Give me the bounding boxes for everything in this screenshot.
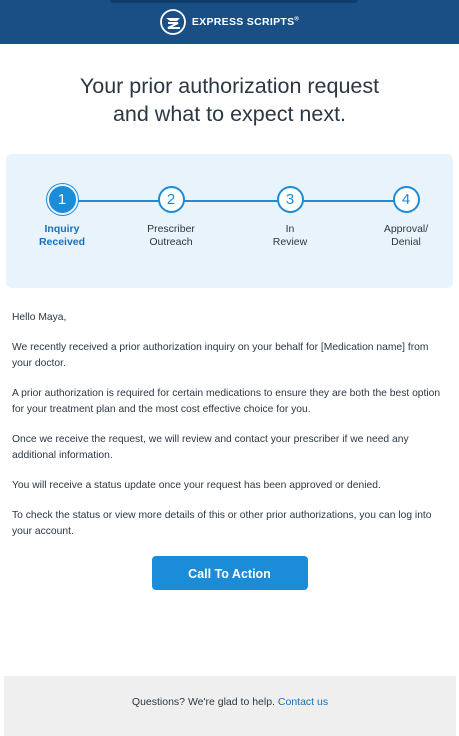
step-label: Approval/ Denial — [383, 223, 429, 248]
paragraph-received: We recently received a prior authorization inquiry on your behalf for [Medication name] from your doctor. — [12, 342, 429, 369]
step-number-badge: 4 — [393, 186, 420, 213]
step-prescriber-outreach — [126, 186, 216, 249]
step-label: In Review — [272, 223, 308, 248]
message-body — [0, 310, 459, 540]
call-to-action-button[interactable]: Call To Action — [152, 556, 308, 590]
footer — [4, 676, 456, 736]
greeting: Hello Maya, — [12, 312, 67, 323]
step-label: Prescriber Outreach — [147, 223, 195, 248]
step-in-review — [245, 186, 335, 249]
page-title: Your prior authorization request and what to expect next. — [79, 74, 380, 126]
email-header — [0, 0, 459, 44]
contact-us-link[interactable]: Contact us — [277, 696, 329, 708]
cta-container — [0, 556, 459, 590]
paragraph-status-update: You will receive a status update once your request has been approved or denied. — [12, 480, 381, 491]
step-number-badge: 2 — [158, 186, 185, 213]
step-inquiry-received — [17, 186, 107, 249]
step-approval-denial — [361, 186, 451, 249]
paragraph-why-required: A prior authorization is required for certain medications to ensure they are both the best option for your treatment plan and the most cost effective choice for you. — [12, 388, 441, 415]
stepper-track — [62, 200, 400, 202]
paragraph-next-steps: Once we receive the request, we will review and contact your prescriber if we need any additional information. — [12, 434, 409, 461]
brand-logo[interactable] — [160, 9, 299, 35]
header-tab-strip — [110, 0, 358, 3]
step-number-badge: 3 — [277, 186, 304, 213]
progress-stepper — [6, 154, 453, 288]
paragraph-check-status: To check the status or view more details of this or other prior authorizations, you can log into your account. — [12, 510, 432, 537]
brand-name: EXPRESS SCRIPTS® — [191, 16, 300, 28]
express-scripts-logo-icon — [160, 9, 186, 35]
footer-text: Questions? We're glad to help. — [131, 696, 278, 708]
step-number-badge: 1 — [49, 186, 76, 213]
step-label: Inquiry Received — [38, 223, 86, 248]
